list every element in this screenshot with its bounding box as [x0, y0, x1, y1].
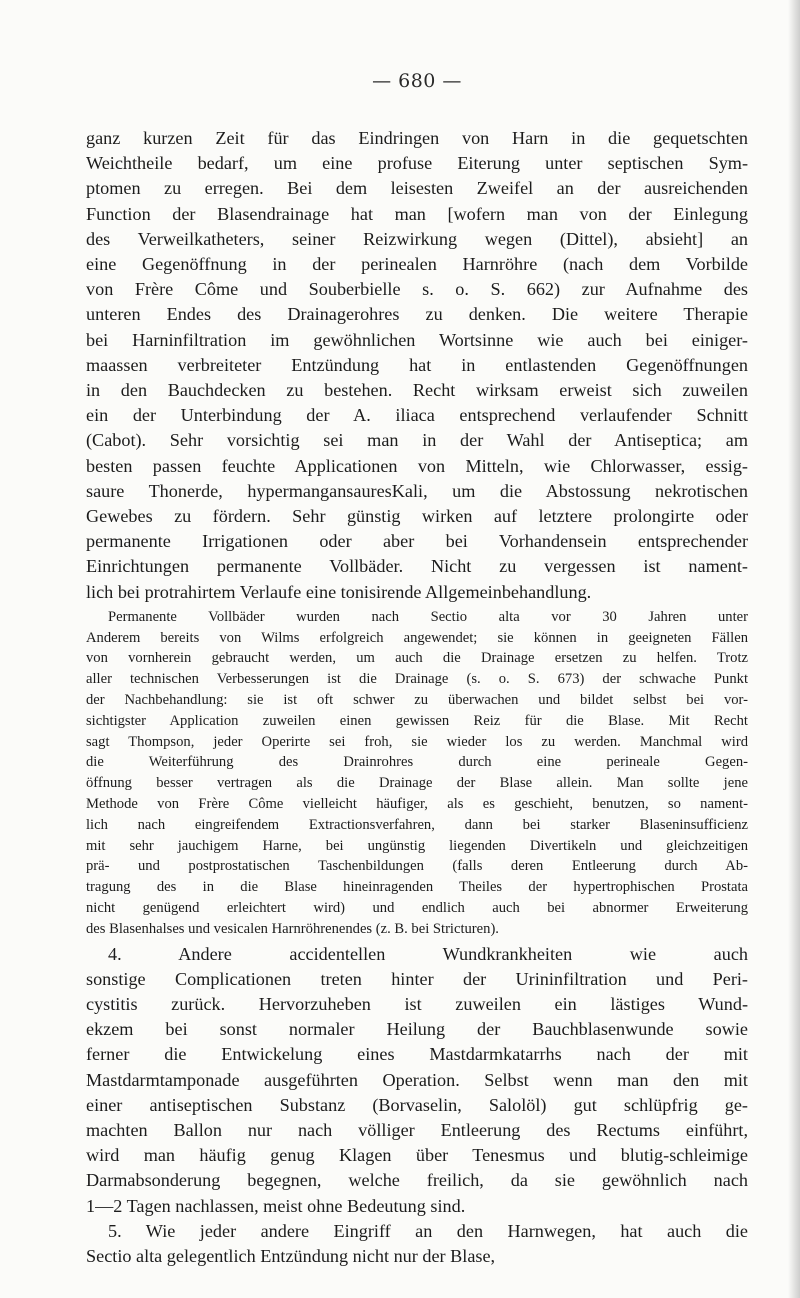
text-line: ekzem bei sonst normaler Heilung der Bauchblasenwunde sowie — [86, 1019, 748, 1040]
text-line: 5. Wie jeder andere Eingriff an den Harnwegen, hat auch die — [108, 1220, 748, 1241]
text-line: eine Gegenöffnung in der perinealen Harnröhre (nach dem Vorbilde — [86, 254, 748, 275]
text-line: Gewebes zu fördern. Sehr günstig wirken auf letztere prolongirte oder — [86, 506, 748, 527]
text-line: sonstige Complicationen treten hinter der Urininfiltration und Peri- — [86, 968, 748, 989]
text-line: in den Bauchdecken zu bestehen. Recht wirksam erweist sich zuweilen — [86, 380, 748, 401]
text-line: lich nach eingreifendem Extractionsverfahren, dann bei starker Blaseninsufficienz — [86, 816, 748, 833]
text-line: cystitis zurück. Hervorzuheben ist zuweilen ein lästiges Wund- — [86, 994, 748, 1015]
text-line: ptomen zu erregen. Bei dem leisesten Zweifel an der ausreichenden — [86, 178, 748, 199]
paragraph-5 — [86, 1219, 748, 1269]
text-line: Anderem bereits von Wilms erfolgreich angewendet; sie können in geeigneten Fällen — [86, 629, 748, 646]
text-line: Einrichtungen permanente Vollbäder. Nicht zu vergessen ist nament- — [86, 556, 748, 577]
text-line: ganz kurzen Zeit für das Eindringen von Harn in die gequetschten — [86, 128, 748, 148]
text-line: wird man häufig genug Klagen über Tenesmus und blutig-schleimige — [86, 1145, 748, 1166]
text-line: 4. Andere accidentellen Wundkrankheiten wie auch — [108, 943, 748, 964]
text-line: aller technischen Verbesserungen ist die Drainage (s. o. S. 673) der schwache Punkt — [86, 671, 748, 688]
text-line: von Frère Côme und Souberbielle s. o. S. 662) zur Aufnahme des — [86, 279, 748, 300]
text-line: öffnung besser vertragen als die Drainage der Blase allein. Man sollte jene — [86, 775, 748, 792]
text-line: mit sehr jauchigem Harne, bei ungünstig liegenden Divertikeln und gleichzeitigen — [86, 837, 748, 854]
text-line: prä- und postprostatischen Taschenbildungen (falls deren Entleerung durch Ab- — [86, 858, 748, 875]
text-line: 1—2 Tagen nachlassen, meist ohne Bedeutung sind. — [86, 1195, 466, 1216]
text-line: Mastdarmtamponade ausgeführten Operation. Selbst wenn man den mit — [86, 1069, 748, 1090]
text-line: machten Ballon nur nach völliger Entleerung des Rectums einführt, — [86, 1120, 748, 1141]
book-page — [86, 60, 748, 1269]
text-line: (Cabot). Sehr vorsichtig sei man in der Wahl der Antiseptica; am — [86, 430, 748, 451]
text-line: ein der Unterbindung der A. iliaca entsprechend verlaufender Schnitt — [86, 405, 748, 426]
text-line: maassen verbreiteter Entzündung hat in entlastenden Gegenöffnungen — [86, 354, 748, 375]
small-print-note — [86, 607, 748, 940]
text-line: die Weiterführung des Drainrohres durch eine perineale Gegen- — [86, 754, 748, 771]
paragraph-1 — [86, 126, 748, 605]
text-line: sichtigster Application zuweilen einen gewissen Reiz für die Blase. Mit Recht — [86, 712, 748, 729]
text-line: Permanente Vollbäder wurden nach Sectio alta vor 30 Jahren unter — [108, 608, 748, 625]
paragraph-4 — [86, 942, 748, 1219]
text-line: einer antiseptischen Substanz (Borvaselin, Salolöl) gut schlüpfrig ge- — [86, 1094, 748, 1115]
text-line: Darmabsonderung begegnen, welche freilich, da sie gewöhnlich nach — [86, 1170, 748, 1191]
text-line: bei Harninfiltration im gewöhnlichen Wortsinne wie auch bei einiger- — [86, 329, 748, 350]
text-line: ferner die Entwickelung eines Mastdarmkatarrhs nach der mit — [86, 1044, 748, 1065]
page-edge-shadow — [788, 0, 800, 1298]
text-line: tragung des in die Blase hineinragenden Theiles der hypertrophischen Prostata — [86, 879, 748, 896]
text-line: saure Thonerde, hypermangansauresKali, um die Abstossung nekrotischen — [86, 480, 748, 501]
page-number: — 680 — — [372, 70, 462, 92]
text-line: des Verweilkatheters, seiner Reizwirkung wegen (Dittel), absieht] an — [86, 228, 748, 249]
text-line: nicht genügend erleichtert wird) und endlich auch bei abnormer Erweiterung — [86, 900, 748, 917]
text-line: sagt Thompson, jeder Operirte sei froh, sie wieder los zu werden. Manchmal wird — [86, 733, 748, 750]
text-line: unteren Endes des Drainagerohres zu denken. Die weitere Therapie — [86, 304, 748, 325]
text-line: besten passen feuchte Applicationen von Mitteln, wie Chlorwasser, essig- — [86, 455, 748, 476]
text-line: von vornherein gebraucht werden, um auch die Drainage ersetzen zu helfen. Trotz — [86, 650, 748, 667]
text-line: Weichtheile bedarf, um eine profuse Eiterung unter septischen Sym- — [86, 153, 748, 174]
text-line: lich bei protrahirtem Verlaufe eine tonisirende Allgemeinbehandlung. — [86, 581, 592, 602]
text-line: Sectio alta gelegentlich Entzündung nicht nur der Blase, — [86, 1246, 496, 1267]
text-line: Methode von Frère Côme vielleicht häufiger, als es geschieht, benutzen, so nament- — [86, 796, 748, 813]
text-line: des Blasenhalses und vesicalen Harnröhrenendes (z. B. bei Stricturen). — [86, 920, 499, 937]
text-line: Function der Blasendrainage hat man [wofern man von der Einlegung — [86, 203, 748, 224]
text-line: der Nachbehandlung: sie ist oft schwer zu überwachen und bildet selbst bei vor- — [86, 692, 748, 709]
text-line: permanente Irrigationen oder aber bei Vorhandensein entsprechender — [86, 531, 748, 552]
